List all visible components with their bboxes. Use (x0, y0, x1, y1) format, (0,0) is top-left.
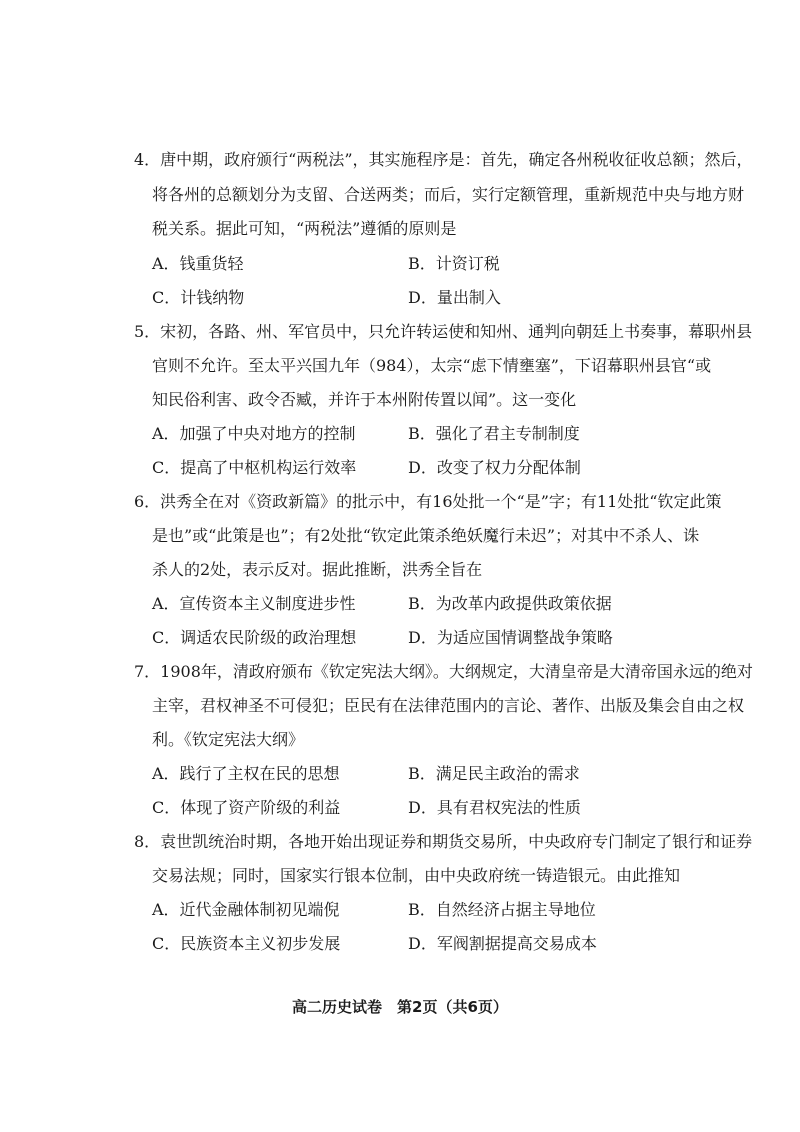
question-5-line-2: 官则不允许。至太平兴国九年（984），太宗“虑下情壅塞”，下诏幕职州县官“或 (152, 356, 712, 375)
question-8-option-c: C．民族资本主义初步发展 (152, 934, 341, 953)
question-7-option-b: B．满足民主政治的需求 (408, 764, 580, 783)
question-8-option-d: D．军阀割据提高交易成本 (408, 934, 597, 953)
question-6-option-c: C．调适农民阶级的政治理想 (152, 628, 357, 647)
question-7-option-a: A．践行了主权在民的思想 (152, 764, 340, 783)
question-7-option-c: C．体现了资产阶级的利益 (152, 798, 341, 817)
question-6-option-d: D．为适应国情调整战争策略 (408, 628, 613, 647)
question-4-option-d: D．量出制入 (408, 288, 501, 307)
question-5-option-b: B．强化了君主专制制度 (408, 424, 580, 443)
question-4-line-3: 税关系。据此可知，“两税法”遵循的原则是 (152, 219, 457, 238)
question-5-line-1: 5．宋初，各路、州、军官员中，只允许转运使和知州、通判向朝廷上书奏事，幕职州县 (134, 322, 753, 341)
question-5-option-c: C．提高了中枢机构运行效率 (152, 458, 357, 477)
question-8-option-a: A．近代金融体制初见端倪 (152, 900, 340, 919)
question-5-option-a: A．加强了中央对地方的控制 (152, 424, 356, 443)
question-4-option-c: C．计钱纳物 (152, 288, 245, 307)
question-6-line-2: 是也”或“此策是也”；有2处批“钦定此策杀绝妖魔行未迟”；对其中不杀人、诛 (152, 526, 700, 545)
question-6-line-1: 6．洪秀全在对《资政新篇》的批示中，有16处批一个“是”字；有11处批“钦定此策 (134, 492, 722, 511)
question-7-line-1: 7．1908年，清政府颁布《钦定宪法大纲》。大纲规定，大清皇帝是大清帝国永远的绝对 (134, 662, 753, 681)
question-4-option-a: A．钱重货轻 (152, 254, 244, 273)
question-4-line-1: 4．唐中期，政府颁行“两税法”，其实施程序是：首先，确定各州税收征收总额；然后， (134, 150, 753, 169)
question-8-line-1: 8．袁世凯统治时期，各地开始出现证券和期货交易所，中央政府专门制定了银行和证券 (134, 832, 753, 851)
question-7-line-3: 利。《钦定宪法大纲》 (152, 730, 305, 749)
question-8-option-b: B．自然经济占据主导地位 (408, 900, 596, 919)
question-4-line-2: 将各州的总额划分为支留、合送两类；而后，实行定额管理，重新规范中央与地方财 (152, 185, 745, 204)
question-6-option-a: A．宣传资本主义制度进步性 (152, 594, 356, 613)
page-footer: 高二历史试卷 第2页（共6页） (292, 998, 508, 1016)
question-6-option-b: B．为改革内政提供政策依据 (408, 594, 612, 613)
question-6-line-3: 杀人的2处，表示反对。据此推断，洪秀全旨在 (152, 560, 483, 579)
question-5-line-3: 知民俗利害、政令否臧，并许于本州附传置以闻”。这一变化 (152, 390, 577, 409)
question-7-option-d: D．具有君权宪法的性质 (408, 798, 581, 817)
question-4-option-b: B．计资订税 (408, 254, 500, 273)
question-8-line-2: 交易法规；同时，国家实行银本位制，由中央政府统一铸造银元。由此推知 (152, 866, 681, 885)
question-7-line-2: 主宰，君权神圣不可侵犯；臣民有在法律范围内的言论、著作、出版及集会自由之权 (152, 696, 745, 715)
question-5-option-d: D．改变了权力分配体制 (408, 458, 581, 477)
